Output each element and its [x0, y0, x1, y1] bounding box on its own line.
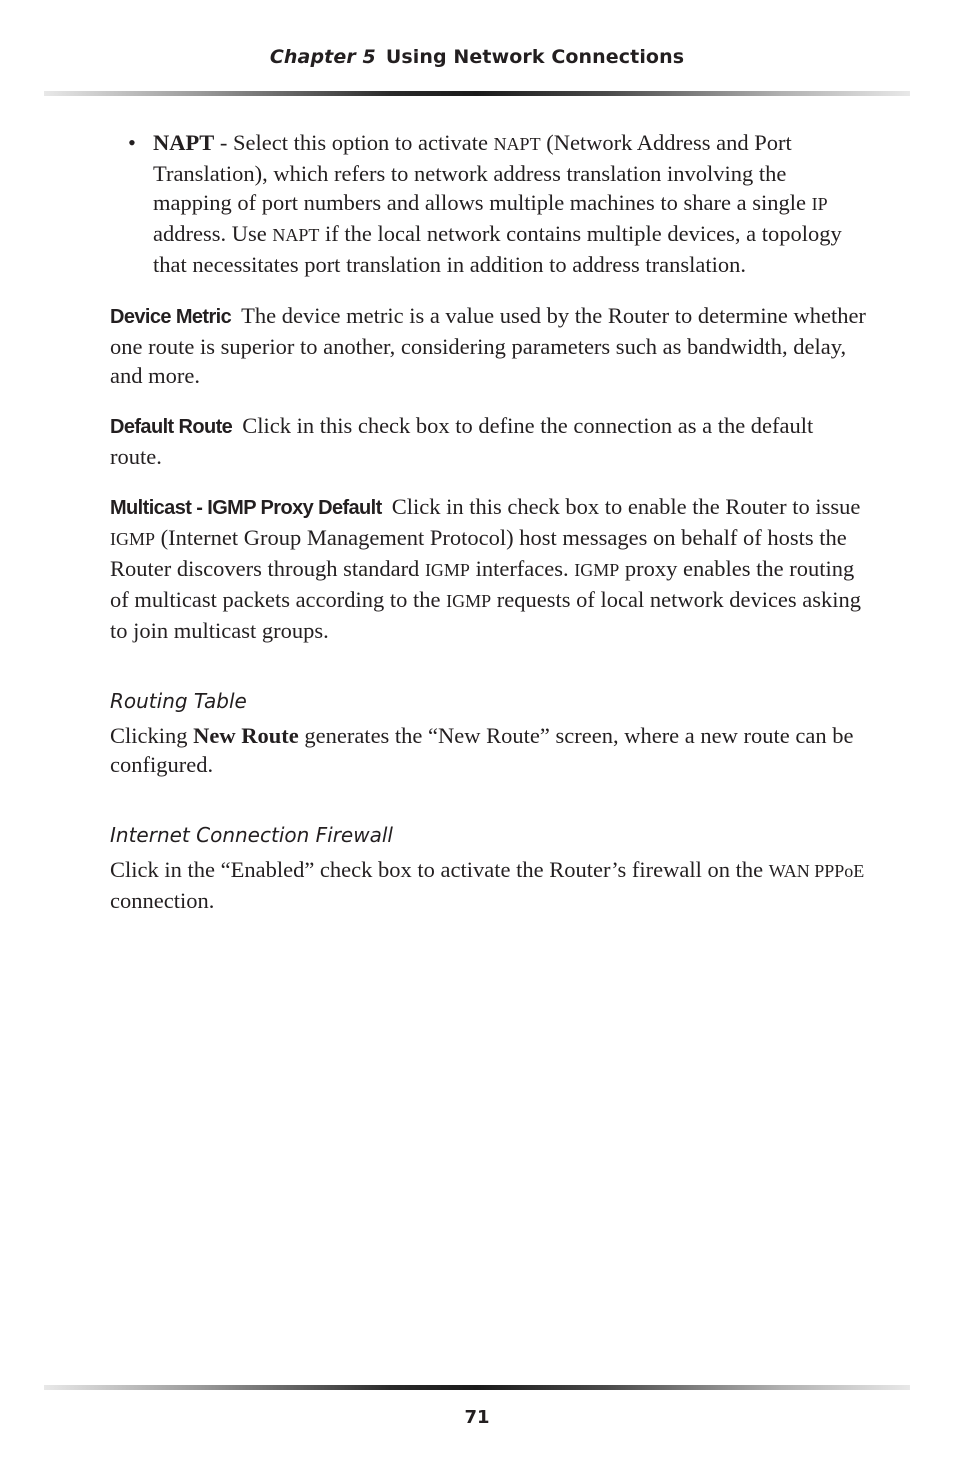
default-route-text: Click in this check box to define the connection as a the default route. [110, 413, 814, 469]
device-metric-text: The device metric is a value used by the Router to determine whether one route is superior to another, considering parameters such as bandwidth, delay, and more. [110, 303, 866, 388]
napt-acronym-2: IP [811, 194, 828, 214]
multicast-text-3: interfaces. [469, 556, 575, 581]
firewall-acronym: WAN PPPoE [768, 861, 865, 881]
bullet-symbol: • [128, 130, 136, 155]
routing-table-paragraph [110, 721, 870, 779]
routing-table-text-2: generates the “New Route” screen, where a new route can be configured. [110, 723, 854, 777]
napt-text-2: (Network Address and Port Translation), which refers to network address translation involving the mapping of port numbers and allows multiple machines to share a single [153, 130, 812, 215]
multicast-acronym-2: IGMP [424, 560, 470, 580]
page-number: 71 [464, 1407, 490, 1428]
napt-acronym-1: NAPT [493, 134, 541, 154]
routing-table-heading: Routing Table [110, 689, 247, 713]
page-body [110, 128, 870, 936]
device-metric-paragraph [110, 301, 870, 390]
napt-term: NAPT [153, 130, 215, 155]
multicast-text-5: requests of local network devices asking to join multicast groups. [110, 587, 862, 643]
firewall-text-1: Click in the “Enabled” check box to activate the Router’s firewall on the [110, 857, 769, 882]
new-route-term: New Route [193, 723, 299, 748]
firewall-text-2: connection. [110, 888, 215, 913]
napt-text-4: if the local network contains multiple devices, a topology that necessitates port translation in addition to address translation. [153, 221, 842, 277]
default-route-term: Default Route [110, 416, 233, 438]
footer-rule [44, 1385, 910, 1390]
routing-table-text-1: Clicking [110, 723, 194, 748]
napt-text-3: address. Use [153, 221, 273, 246]
napt-acronym-3: NAPT [272, 225, 320, 245]
napt-text-1: - Select this option to activate [214, 130, 494, 155]
header-rule [44, 91, 910, 96]
multicast-text-4: proxy enables the routing of multicast packets according to the [110, 556, 855, 612]
multicast-acronym-1: IGMP [110, 529, 156, 549]
chapter-label: Chapter 5 [269, 46, 376, 68]
firewall-heading: Internet Connection Firewall [110, 823, 393, 847]
device-metric-term: Device Metric [110, 306, 232, 328]
multicast-term: Multicast - IGMP Proxy Default [110, 497, 382, 519]
multicast-text-2: (Internet Group Management Protocol) host messages on behalf of hosts the Router discovers through standard [110, 525, 847, 581]
firewall-paragraph [110, 855, 870, 915]
multicast-paragraph [110, 492, 870, 645]
chapter-title: Using Network Connections [385, 46, 685, 68]
multicast-acronym-3: IGMP [574, 560, 620, 580]
multicast-acronym-4: IGMP [446, 591, 492, 611]
multicast-text-1: Click in this check box to enable the Router to issue [391, 494, 861, 519]
bullet-napt [110, 128, 870, 279]
default-route-paragraph [110, 411, 870, 471]
page-header [0, 46, 954, 68]
